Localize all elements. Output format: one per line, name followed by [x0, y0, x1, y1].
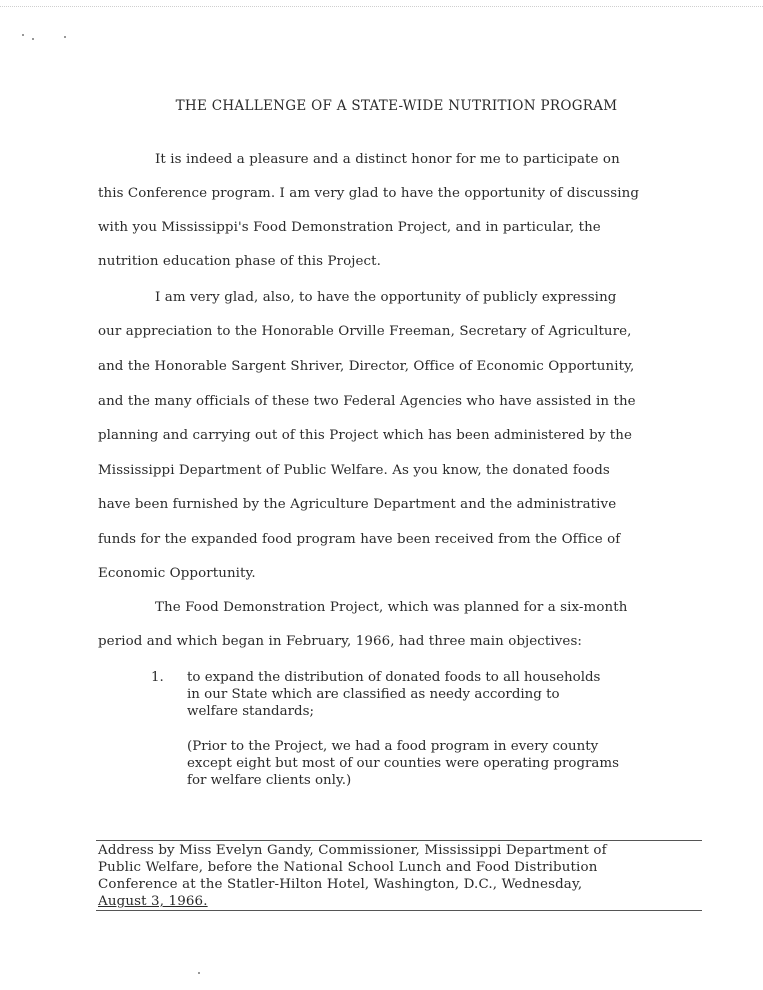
- top-edge-dots: [0, 6, 763, 7]
- list-item-line: welfare standards;: [187, 704, 314, 719]
- footnote-separator: [96, 840, 702, 841]
- body-line: and the many officials of these two Federal Agencies who have assisted in the: [98, 394, 636, 409]
- body-line: and the Honorable Sargent Shriver, Director, Office of Economic Opportunity,: [98, 359, 635, 374]
- body-line: I am very glad, also, to have the opportunity of publicly expressing: [155, 290, 617, 305]
- footnote-line: Public Welfare, before the National School Lunch and Food Distribution: [98, 860, 598, 875]
- body-line: period and which began in February, 1966, had three main objectives:: [98, 634, 583, 649]
- body-line: The Food Demonstration Project, which was planned for a six-month: [155, 600, 628, 615]
- body-line: our appreciation to the Honorable Orville Freeman, Secretary of Agriculture,: [98, 324, 632, 339]
- body-line: this Conference program. I am very glad to have the opportunity of discussing: [98, 186, 639, 201]
- list-note-line: for welfare clients only.): [187, 773, 352, 788]
- body-line: funds for the expanded food program have been received from the Office of: [98, 532, 621, 547]
- body-line: Economic Opportunity.: [98, 566, 256, 581]
- list-item-line: to expand the distribution of donated foods to all households: [187, 670, 601, 685]
- body-line: nutrition education phase of this Project.: [98, 254, 381, 269]
- body-line: have been furnished by the Agriculture Department and the administrative: [98, 497, 617, 512]
- scan-speck: [32, 38, 34, 40]
- scan-speck: [22, 34, 24, 36]
- body-line: with you Mississippi's Food Demonstration Project, and in particular, the: [98, 220, 601, 235]
- list-item-line: in our State which are classified as needy according to: [187, 687, 560, 702]
- scan-speck: [198, 972, 200, 974]
- document-title: THE CHALLENGE OF A STATE-WIDE NUTRITION PROGRAM: [175, 98, 618, 114]
- list-note-line: except eight but most of our counties were operating programs: [187, 756, 619, 771]
- body-line: planning and carrying out of this Project which has been administered by the: [98, 428, 633, 443]
- scan-speck: [64, 36, 66, 38]
- footnote-bottom-rule: [96, 910, 702, 911]
- list-note-line: (Prior to the Project, we had a food program in every county: [187, 739, 599, 754]
- footnote-line: Conference at the Statler-Hilton Hotel, Washington, D.C., Wednesday,: [98, 877, 583, 892]
- body-line: Mississippi Department of Public Welfare. As you know, the donated foods: [98, 463, 610, 478]
- body-line: It is indeed a pleasure and a distinct honor for me to participate on: [155, 152, 620, 167]
- list-item-number: 1.: [151, 670, 164, 685]
- footnote-line: Address by Miss Evelyn Gandy, Commissioner, Mississippi Department of: [98, 843, 607, 858]
- footnote-line: August 3, 1966.: [98, 894, 208, 909]
